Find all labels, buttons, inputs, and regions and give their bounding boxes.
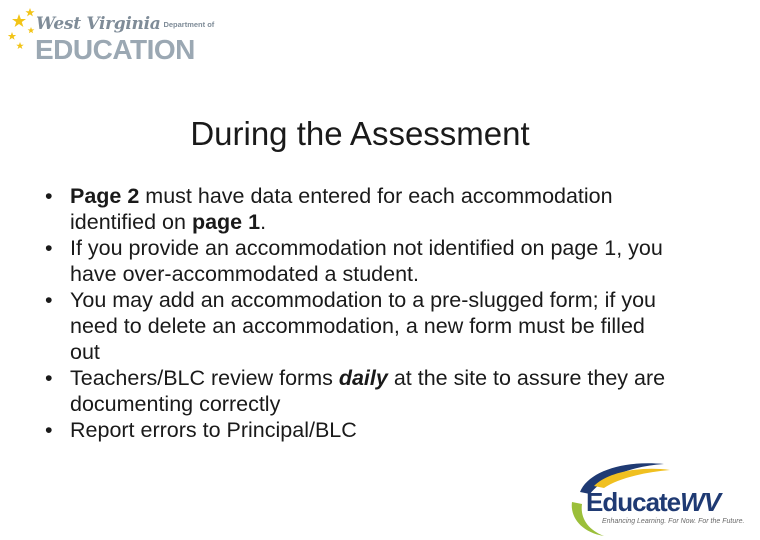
logo-dept-label: Department of bbox=[163, 20, 215, 29]
bullet-text-segment: at the site to assure they are documenting correctly bbox=[70, 366, 666, 416]
bullet-text-segment: Report errors to Principal/BLC bbox=[70, 418, 357, 442]
bullet-marker: • bbox=[45, 184, 53, 208]
bullet-marker: • bbox=[45, 366, 53, 390]
logo-state-name: West Virginia bbox=[36, 14, 161, 34]
educate-wv-tagline: Enhancing Learning. For Now. For the Future. bbox=[602, 518, 745, 525]
logo-education-text: EDUCATION bbox=[35, 34, 195, 65]
bullet-text-segment: must have data entered for each accommodation identified on bbox=[70, 184, 613, 234]
brand-part2: WV bbox=[680, 487, 721, 517]
bullet-item bbox=[45, 365, 675, 417]
slide-title: During the Assessment bbox=[190, 115, 530, 152]
wv-department-of-education-logo bbox=[6, 6, 215, 68]
bullet-item bbox=[45, 183, 675, 235]
bullet-marker: • bbox=[45, 288, 53, 312]
bullet-item bbox=[45, 235, 675, 287]
educate-wv-logo bbox=[560, 458, 745, 540]
bullet-marker: • bbox=[45, 418, 53, 442]
bullet-text-segment: . bbox=[260, 210, 267, 234]
bullet-text-segment: Teachers/BLC review forms bbox=[70, 366, 339, 390]
educate-wv-wordmark bbox=[586, 488, 720, 516]
bullet-list bbox=[45, 183, 675, 443]
bullet-marker: • bbox=[45, 236, 53, 260]
brand-part1: Educate bbox=[586, 487, 681, 517]
bullet-item bbox=[45, 417, 675, 443]
bullet-text-segment: Page 2 bbox=[70, 184, 140, 208]
bullet-text-segment: You may add an accommodation to a pre-slugged form; if you need to delete an accommodation, a new form must be filled out bbox=[70, 288, 657, 364]
bullet-text-segment: daily bbox=[338, 366, 388, 390]
logo-line1 bbox=[36, 14, 214, 34]
bullet-text-segment: If you provide an accommodation not identified on page 1, you have over-accommodated a student. bbox=[70, 236, 663, 286]
bullet-text-segment: page 1 bbox=[191, 210, 261, 234]
bullet-item bbox=[45, 287, 675, 365]
